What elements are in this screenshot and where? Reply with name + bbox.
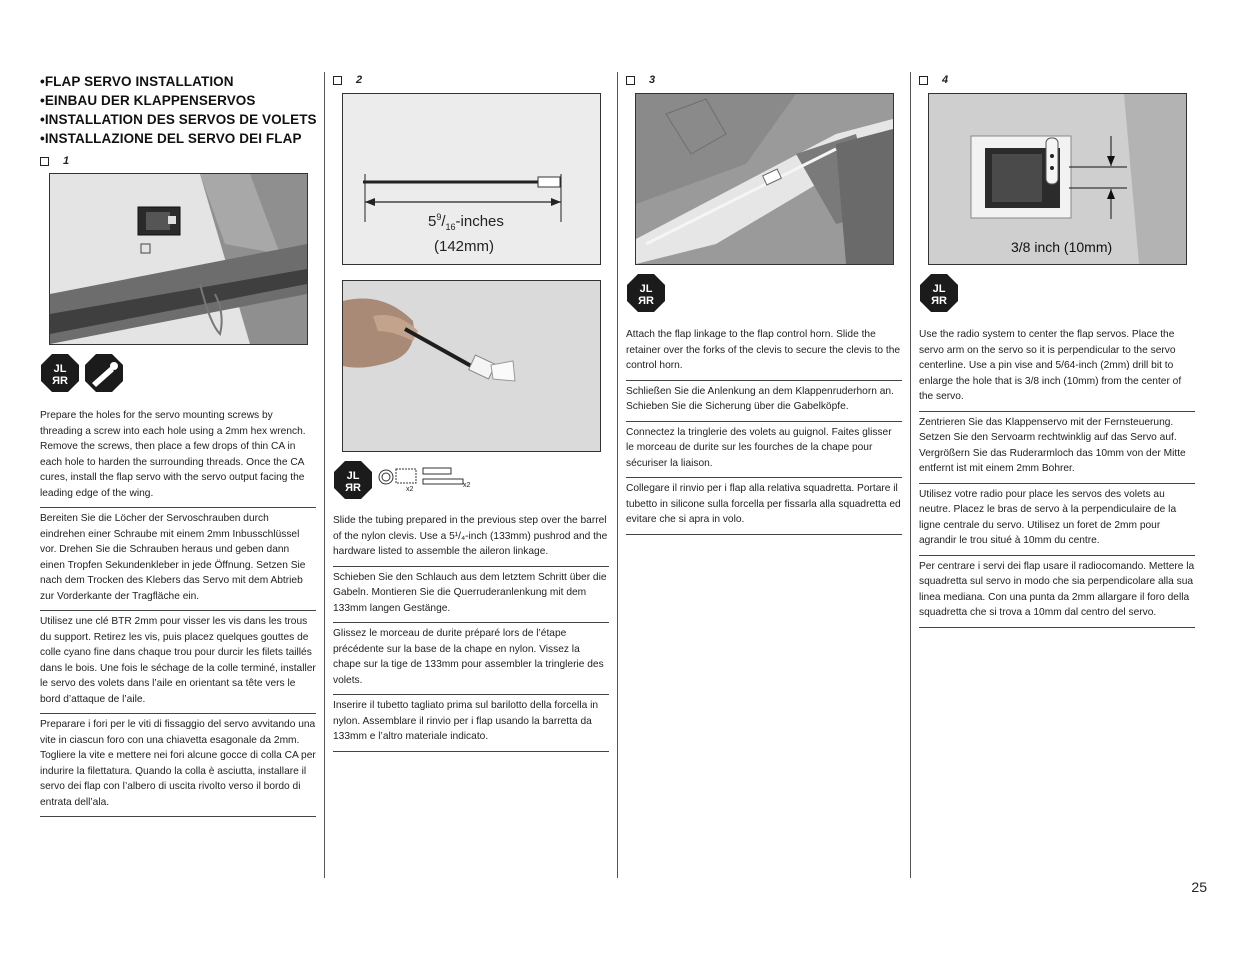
paragraph-en: Prepare the holes for the servo mounting screws by threading a screw into each hole using a 2mm hex wrench. Remove the screws, then place a few drops of thin CA in each hole to harden the surrounding threads. Once the CA cures, install the flap servo with the servo output facing the leading edge of the wing. [40, 405, 316, 508]
step-1-checkbox[interactable] [40, 154, 69, 168]
paragraph-de: Schließen Sie die Anlenkung an dem Klappenruderhorn an. Schieben Sie die Sicherung über die Gabelköpfe. [626, 381, 902, 422]
step-number: 1 [63, 155, 70, 167]
hardware-icons [333, 460, 483, 505]
paragraph-fr: Utilisez votre radio pour place les servos des volets au neutre. Placez le bras de servo à la perpendiculaire de la ligne centrale du servo. Utilisez un foret de 2mm pour agrandir le trou situé à 10mm du centre. [919, 484, 1195, 556]
heading-en: •FLAP SERVO INSTALLATION [40, 74, 234, 89]
step-number: 4 [942, 74, 949, 86]
column-divider-3 [910, 72, 911, 878]
length-unit: -inches [455, 213, 504, 230]
clevis-hand-image [343, 281, 600, 451]
step-1-text [40, 405, 316, 817]
paragraph-de: Schieben Sie den Schlauch aus dem letztem Schritt über die Gabeln. Montieren Sie die Querruderanlenkung mit dem 133mm langen Gestänge. [333, 567, 609, 624]
checkbox-icon[interactable] [333, 76, 342, 85]
paragraph-en: Use the radio system to center the flap servos. Place the servo arm on the servo so it is perpendicular to the servo centerline. Use a pin vise and 5/64-inch (2mm) drill bit to enlarge the hole that is 3/8 inch (10mm) from the center of the servo. [919, 324, 1195, 412]
tool-badge [626, 273, 666, 318]
heading-it: •INSTALLAZIONE DEL SERVO DEI FLAP [40, 131, 302, 146]
paragraph-it: Collegare il rinvio per i flap alla relativa squadretta. Portare il tubetto in silicone sulla forcella per fissarla alla squadretta ed evitare che si apra in volo. [626, 478, 902, 535]
step-3-checkbox[interactable] [626, 73, 655, 87]
checkbox-icon[interactable] [626, 76, 635, 85]
tool-badge [919, 273, 959, 318]
paragraph-fr: Glissez le morceau de durite préparé lors de l’étape précédente sur la base de la chape en nylon. Vissez la chape sur la tige de 133mm pour assembler la tringlerie des volets. [333, 623, 609, 695]
paragraph-it: Preparare i fori per le viti di fissaggio del servo avvitando una vite in ciascun foro con una chiavetta esagonale da 2mm. Togliere la vite e mettere nei fori alcune gocce di colla CA per indurire la filettatura. Quando la colla è asciutta, installare il servo dei flap con l’albero di uscita rivolto verso il bordo di entrata dell’ala. [40, 714, 316, 817]
hardware-qty-2: x2 [463, 482, 471, 489]
column-divider-2 [617, 72, 618, 878]
hardware-qty-1: x2 [406, 486, 414, 493]
length-whole: 5 [428, 213, 437, 230]
section-heading [40, 72, 320, 148]
heading-de: •EINBAU DER KLAPPENSERVOS [40, 93, 256, 108]
column-divider-1 [324, 72, 325, 878]
flap-horn-image [636, 94, 893, 264]
svg-text:ЯR: ЯR [52, 375, 68, 387]
svg-text:ЯR: ЯR [345, 482, 361, 494]
step-4-text [919, 324, 1195, 628]
paragraph-de: Zentrieren Sie das Klappenservo mit der Fernsteuerung. Setzen Sie den Servoarm rechtwinklig auf das Servo auf. Vergrößern Sie das Ruderarmloch das 10mm von der Mitte entfernt ist mit einem 2mm Bohrer. [919, 412, 1195, 484]
paragraph-de: Bereiten Sie die Löcher der Servoschrauben durch eindrehen einer Schraube mit einem 2mm Inbusschlüssel vor. Drehen Sie die Schrauben heraus und geben dann einen Tropfen Sekundenkleber in jede Öffnung. Setzen Sie nach dem Trocken des Klebers das Servo mit dem Abtrieb zur Vorderkante der Tragfläche ein. [40, 508, 316, 611]
paragraph-fr: Utilisez une clé BTR 2mm pour visser les vis dans les trous du support. Retirez les vis, puis placez quelques gouttes de colle cyano fine dans chaque trou pour durcir les filets taillés dans le bois. Une fois le séchage de la colle terminé, installer le servo des volets dans l’aile en orientant sa tête vers le bord d’attaque de l’aile. [40, 611, 316, 714]
paragraph-it: Inserire il tubetto tagliato prima sul barilotto della forcella in nylon. Assemblare il rinvio per i flap usando la barretta da 133mm e l’altro materiale indicato. [333, 695, 609, 752]
heading-fr: •INSTALLATION DES SERVOS DE VOLETS [40, 112, 317, 127]
pushrod-length-label: $5^9/_{16}$-inches (142mm) [428, 212, 504, 255]
wing-servo-image [50, 174, 307, 344]
step-2-text [333, 510, 609, 752]
glue-and-wrench-icons [40, 353, 130, 393]
svg-text:JL: JL [346, 470, 360, 482]
photo-pushrod-length [342, 93, 601, 265]
photo-servo-arm [928, 93, 1187, 265]
glue-icon [626, 273, 666, 313]
svg-text:JL: JL [639, 283, 653, 295]
step-3-text [626, 324, 902, 535]
step-4-checkbox[interactable] [919, 73, 948, 87]
svg-text:JL: JL [932, 283, 946, 295]
paragraph-en: Slide the tubing prepared in the previous step over the barrel of the nylon clevis. Use a 5¹/₄-inch (133mm) pushrod and the hardware listed to assemble the aileron linkage. [333, 510, 609, 567]
tool-badges [40, 353, 130, 398]
photo-flap-linkage [635, 93, 894, 265]
paragraph-it: Per centrare i servi dei flap usare il radiocomando. Mettere la squadretta sul servo in modo che sia perpendicolare alla sua linea mediana. Con una punta da 2mm allargare il foro della squadretta che si trova a 10mm dal centro del servo. [919, 556, 1195, 628]
servo-offset-label: 3/8 inch (10mm) [1011, 239, 1113, 255]
step-2-checkbox[interactable] [333, 73, 362, 87]
glue-icon [919, 273, 959, 313]
svg-text:JL: JL [53, 363, 67, 375]
page-number: 25 [1191, 879, 1207, 895]
length-frac-den: 16 [445, 222, 456, 232]
checkbox-icon[interactable] [919, 76, 928, 85]
length-mm: (142mm) [434, 238, 495, 255]
length-frac-num: 9 [436, 212, 442, 222]
svg-text:ЯR: ЯR [638, 295, 654, 307]
checkbox-icon[interactable] [40, 157, 49, 166]
photo-clevis-tubing [342, 280, 601, 452]
hardware-list-icons [333, 460, 483, 500]
paragraph-en: Attach the flap linkage to the flap control horn. Slide the retainer over the forks of the clevis to secure the clevis to the control horn. [626, 324, 902, 381]
photo-servo-bay [49, 173, 308, 345]
paragraph-fr: Connectez la tringlerie des volets au guignol. Faites glisser le morceau de durite sur les fourches de la chape pour sécuriser la liaison. [626, 422, 902, 479]
svg-text:ЯR: ЯR [931, 295, 947, 307]
step-number: 2 [356, 74, 363, 86]
step-number: 3 [649, 74, 656, 86]
